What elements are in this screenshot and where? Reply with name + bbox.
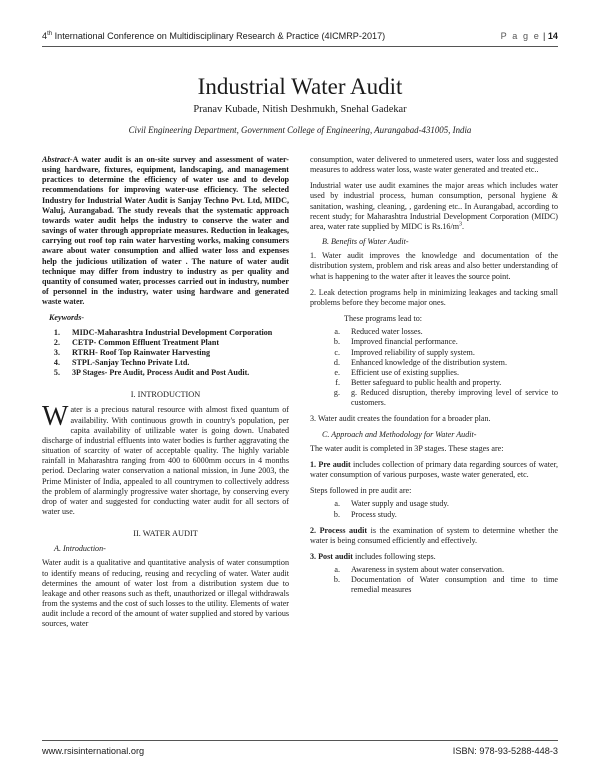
keyword-item: 3. RTRH- Roof Top Rainwater Harvesting (62, 348, 289, 358)
keyword-item: 5. 3P Stages- Pre Audit, Process Audit and Post Audit. (62, 368, 289, 378)
benefits-list (310, 327, 558, 408)
approach-intro: The water audit is completed in 3P stages. These stages are: (310, 443, 504, 453)
header-rule (42, 46, 558, 47)
pre-audit-step: a. Water supply and usage study. (342, 499, 558, 509)
post-audit-steps (310, 565, 558, 595)
post-audit-step: b. Documentation of Water consumption and time to time remedial measures (342, 575, 558, 595)
page-label: P a g e (500, 31, 541, 41)
subsection-heading-introduction: A. Introduction- (54, 544, 106, 554)
benefit-item: d. Enhanced knowledge of the distribution system. (342, 358, 558, 368)
subsection-heading-approach: C. Approach and Methodology for Water Audit- (322, 429, 477, 439)
water-audit-paragraph: Water audit is a qualitative and quantitative analysis of water consumption to identify means of reducing, reusing and recycling of water. Water audit determines the amount of water lost from a distribution system due to leakage and other reasons such as theft, unauthorized or illegal withdrawals from the systems and the cost of such losses to the utility. Elements of water audit include a record of the amount of water supplied and stored by various sources, water (42, 558, 290, 629)
intro-paragraph (42, 401, 289, 517)
abstract-lead: Abstract- (42, 155, 73, 164)
paper-affiliation: Civil Engineering Department, Government College of Engineering, Aurangabad-431005, India (128, 125, 472, 135)
benefits-lead: These programs lead to: (344, 314, 422, 324)
benefit-item: b. Improved financial performance. (342, 337, 558, 347)
page-separator: | (542, 31, 546, 41)
keywords-heading: Keywords- (49, 313, 85, 323)
paper-authors: Pranav Kubade, Nitish Deshmukh, Snehal Gadekar (193, 104, 407, 115)
benefit-item: g. g. Reduced disruption, thereby improving level of service to customers. (342, 388, 558, 408)
benefit-item: f. Better safeguard to public health and property. (342, 378, 558, 388)
drop-cap: W (42, 401, 69, 433)
keyword-item: 2. CETP- Common Effluent Treatment Plant (62, 338, 289, 348)
abstract-text: A water audit is an on-site survey and assessment of water-using hardware, fixtures, equipment, landscaping, and management practices to determine the efficiency of water use and to develop recommendations for improving water-use efficiency. The selected Industry for Industrial Water Audit is Sanjay Techno Pvt. Ltd, MIDC, Waluj, Aurangabad. The study reveals that the systematic approach towards water audit helps the industry to conserve the water and savings of water through appropriate measures. Reduction in leakages, carrying out roof top rain water harvesting works, making consumers aware about water consumption and allied water loss and expenses help the judicious utilization of water . The nature of water audit technique may differ from industry to industry as per quality and quantity of consumed water, processes carried out in industry, number of personnel in the industry, water using hardware and generated waste water. (42, 155, 289, 307)
benefit-paragraph-1: 1. Water audit improves the knowledge and documentation of the distribution system, problem and risk areas and also better understanding of what is happening to the water after it leaves the source point. (310, 251, 558, 281)
process-audit-paragraph: 2. Process audit is the examination of system to determine whether the water is being consumed efficiently and effectively. (310, 525, 558, 545)
post-audit-step: a. Awareness in system about water conservation. (342, 565, 558, 575)
intro-text: ater is a precious natural resource with almost fixed quantum of availability. With continuous growth in country's population, per capita availability of utilizable water is going down. Unabated discharge of industrial effluents into water bodies is further aggravating the situation of scarcity of water of acceptable quality. The highly variable rainfall in Maharashtra ranging from 400 to 6000mm occurs in 4 months period. Declaring water conservation a national mission, in June 2003, the Prime Minister of India, appealed to all countrymen to collectively address the problem of alarmingly progressive water shortage, by conserving every drop of water and suggested for conducting water audit for all sectors of water use. (42, 405, 289, 516)
abstract (42, 155, 289, 307)
industrial-use-paragraph: Industrial water use audit examines the major areas which includes water used by industrial process, human consumption, personal hygiene & sanitation, washing, cleaning, , gardening etc.. In Aurangabad, according to recent study; for Maharashtra Industrial Development Corporation (MIDC) area, water rate supplied by MIDC is $Rs.16/m^3$. (310, 181, 558, 231)
keywords-list (42, 328, 289, 379)
page-indicator (501, 31, 558, 41)
keyword-item: 1. MIDC-Maharashtra Industrial Development Corporation (62, 328, 289, 338)
benefit-item: e. Efficient use of existing supplies. (342, 368, 558, 378)
pre-audit-paragraph: 1. Pre audit includes collection of primary data regarding sources of water, water consumption of various purposes, waste water generated, etc. (310, 459, 558, 480)
pre-audit-steps-lead: Steps followed in pre audit are: (310, 486, 412, 496)
keyword-item: 4. STPL-Sanjay Techno Private Ltd. (62, 358, 289, 368)
post-audit-paragraph: 3. Post audit includes following steps. (310, 552, 436, 561)
benefit-paragraph-2: 2. Leak detection programs help in minimizing leakages and tacking small problems before they become major ones. (310, 287, 558, 307)
footer-rule (42, 740, 558, 741)
left-column (42, 155, 289, 630)
pre-audit-steps (310, 499, 558, 519)
water-audit-continued: consumption, water delivered to unmetered users, water loss and suggested measures to address water loss, waste water generated and treated etc.. (310, 155, 558, 175)
right-column (310, 155, 558, 600)
subsection-heading-benefits: B. Benefits of Water Audit- (322, 237, 409, 247)
conference-name: 4th International Conference on Multidisciplinary Research & Practice (4ICMRP-2017) (42, 30, 386, 41)
benefit-item: a. Reduced water losses. (342, 327, 558, 337)
footer-isbn: ISBN: 978-93-5288-448-3 (452, 746, 558, 756)
benefit-paragraph-3: 3. Water audit creates the foundation for a broader plan. (310, 414, 491, 424)
page-number: 14 (547, 31, 558, 41)
footer-website[interactable]: www.rsisinternational.org (42, 746, 145, 756)
pre-audit-step: b. Process study. (342, 510, 558, 520)
benefit-item: c. Improved reliability of supply system. (342, 348, 558, 358)
section-heading-water-audit: II. WATER AUDIT (133, 529, 198, 539)
section-heading-introduction: I. INTRODUCTION (130, 390, 201, 400)
paper-title: Industrial Water Audit (197, 74, 403, 99)
